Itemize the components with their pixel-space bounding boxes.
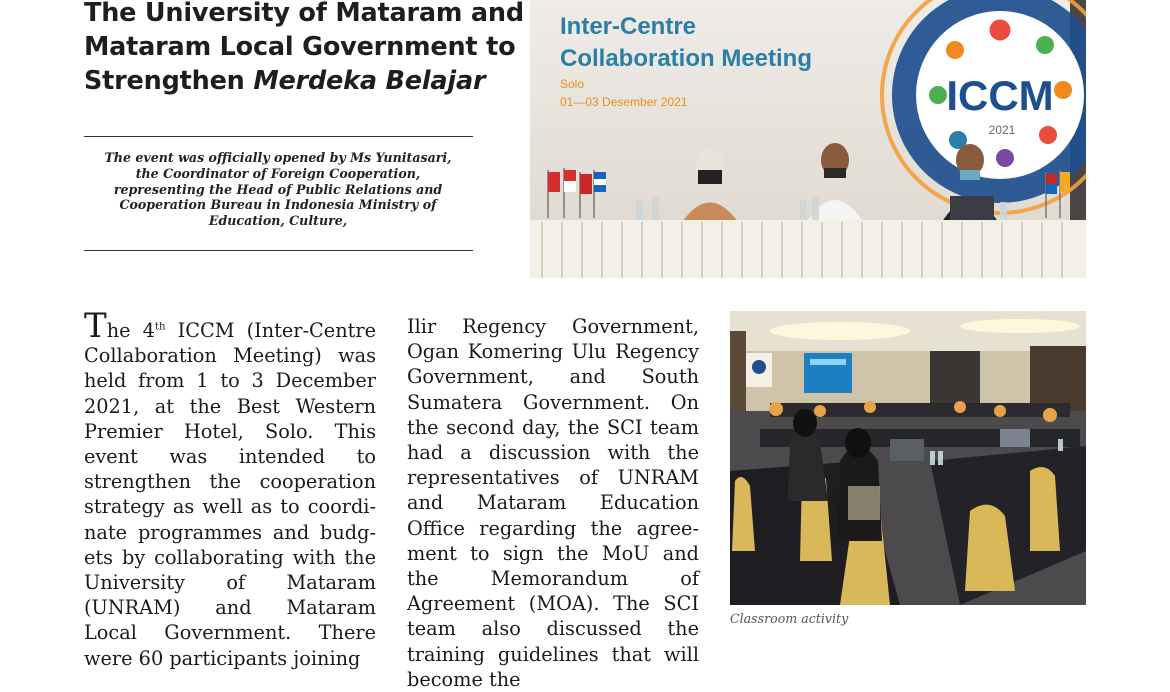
divider-bottom: [84, 250, 473, 251]
title-line-3: Strengthen: [84, 66, 254, 96]
banner-title-1: Inter-Centre: [560, 13, 697, 40]
body-text-start: he 4: [106, 319, 155, 342]
classroom-photo: [730, 311, 1086, 605]
drop-cap: T: [84, 306, 107, 346]
classroom-photo-illustration: [730, 311, 1086, 605]
body-column-1: [84, 306, 377, 671]
body-paragraph-2: Ilir Regency Government, Ogan Komering Ulu Regency Government, and South Sumatera Government. On the second day, the SCI team had a discussion with the representatives of UNRAM and Mataram Education Office regarding the agreement to sign the MoU and the Memorandum of Agreement (MOA). The SCI team also discussed the training guidelines that will become the: [407, 315, 699, 691]
body-text: ICCM (Inter-Centre Collaboration Meeting) was held from 1 to 3 December 2021, at the Best Western Premier Hotel, Solo. This event was intended to strengthen the cooperation strategy as well as to coordinate programmes and budgets by collaborating with the University of Mataram (UNRAM) and Mataram Local Government. There were 60 participants joining: [84, 319, 377, 670]
meeting-photo-illustration: [530, 0, 1086, 278]
banner-dates: 01—03 Desember 2021: [560, 95, 688, 109]
body-column-2: [407, 314, 699, 692]
ordinal-suffix: th: [154, 321, 166, 333]
title-emphasis: Merdeka Belajar: [253, 66, 486, 96]
divider-top: [84, 136, 473, 137]
logo-text: ICCM: [946, 72, 1054, 119]
logo-year: 2021: [988, 123, 1016, 137]
title-line-1: The University of Mataram and: [84, 0, 524, 28]
lead-paragraph: The event was officially opened by Ms Yunitasari, the Coordinator of Foreign Cooperation, representing the Head of Public Relations and Cooperation Bureau in Indonesia Ministry of Education, Culture,: [104, 150, 452, 229]
article-title: [84, 0, 524, 98]
meeting-photo: [530, 0, 1086, 278]
photo-caption: Classroom activity: [730, 611, 849, 626]
banner-place: Solo: [560, 77, 585, 91]
title-line-2: Mataram Local Government to: [84, 32, 516, 62]
body-paragraph-1: [84, 306, 377, 671]
banner-title-2: Collaboration Meeting: [560, 45, 812, 72]
